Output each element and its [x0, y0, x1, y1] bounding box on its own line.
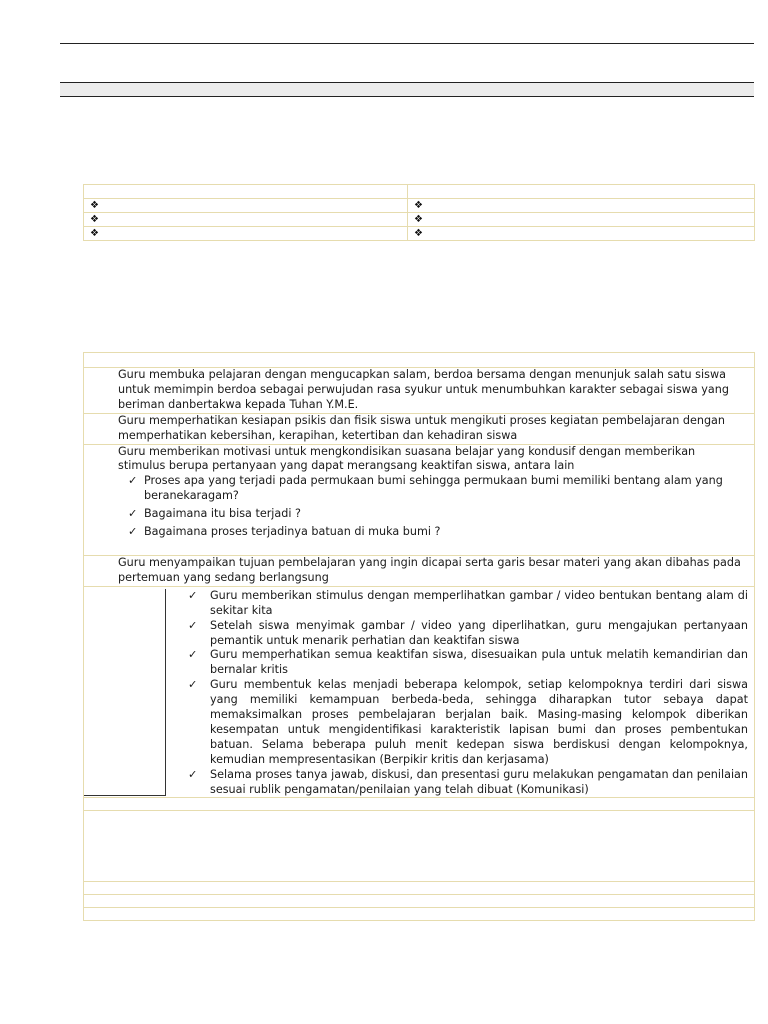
- core-step-list: [188, 589, 748, 798]
- core-right-cell: [166, 589, 754, 798]
- table-cell: [84, 185, 408, 199]
- bullet-diamond-icon: ❖: [414, 213, 423, 225]
- readiness-check: Guru memperhatikan kesiapan psikis dan fisik siswa untuk mengikuti proses kegiatan pembelajaran dengan memperhatikan kebersihan, kerapihan, ketertiban dan kehadiran siswa: [84, 413, 755, 444]
- bullet-diamond-icon: ❖: [90, 213, 99, 225]
- check-icon: ✓: [128, 474, 138, 488]
- core-left-cell: [84, 589, 166, 796]
- table-cell: [408, 199, 755, 213]
- table-row: [84, 368, 755, 414]
- empty-cell: [84, 882, 755, 895]
- header-band: [60, 82, 754, 97]
- table-row: [84, 185, 755, 199]
- check-icon: ✓: [188, 678, 198, 692]
- table-row: [84, 908, 755, 921]
- activities-table: [83, 352, 755, 921]
- check-icon: ✓: [188, 618, 198, 632]
- check-icon: ✓: [128, 525, 138, 539]
- core-activities-cell: [84, 586, 755, 798]
- bullet-diamond-icon: ❖: [414, 199, 423, 211]
- check-icon: ✓: [188, 588, 198, 602]
- list-item: ✓ Guru memberikan stimulus dengan memperlihatkan gambar / video bentukan bentang alam di sekitar kita: [188, 588, 748, 617]
- table-cell: [408, 185, 755, 199]
- table-cell: [408, 227, 755, 241]
- bullet-diamond-icon: ❖: [90, 227, 99, 239]
- empty-cell: [84, 798, 755, 811]
- table-cell: [84, 213, 408, 227]
- empty-cell: [84, 908, 755, 921]
- motivation-cell: [84, 444, 755, 555]
- table-cell: [408, 213, 755, 227]
- table-row: [84, 798, 755, 811]
- table-cell: [84, 227, 408, 241]
- list-item: ✓ Guru memperhatikan semua keaktifan siswa, disesuaikan pula untuk melatih kemandirian dan bernalar kritis: [188, 648, 748, 677]
- objectives-table: [83, 184, 755, 241]
- table-row: [84, 413, 755, 444]
- top-rule: [60, 43, 754, 44]
- list-item: ✓ Setelah siswa menyimak gambar / video yang diperlihatkan, guru mengajukan pertanyaan pemantik untuk menarik perhatian dan keaktifan siswa: [188, 618, 748, 647]
- table-row: [84, 895, 755, 908]
- opening-greeting: Guru membuka pelajaran dengan mengucapkan salam, berdoa bersama dengan menunjuk salah satu siswa untuk memimpin berdoa sebagai perwujudan rasa syukur untuk menumbuhkan karakter sebagai siswa yang beriman danbertakwa kepada Tuhan Y.M.E.: [84, 368, 755, 414]
- list-item: ✓ Bagaimana itu bisa terjadi ?: [128, 507, 301, 521]
- table-row: [84, 199, 755, 213]
- motivation-intro: Guru memberikan motivasi untuk mengkondisikan suasana belajar yang kondusif dengan memberikan stimulus berupa pertanyaan yang dapat merangsang keaktifan siswa, antara lain: [118, 444, 696, 473]
- check-icon: ✓: [188, 767, 198, 781]
- table-cell: [84, 199, 408, 213]
- question-list: [118, 474, 746, 540]
- list-item: ✓ Proses apa yang terjadi pada permukaan bumi sehingga permukaan bumi memiliki bentang alam yang beranekaragam?: [128, 474, 723, 503]
- empty-cell: [84, 811, 755, 882]
- empty-cell: [84, 895, 755, 908]
- objectives-statement: Guru menyampaikan tujuan pembelajaran yang ingin dicapai serta garis besar materi yang akan dibahas pada pertemuan yang sedang berlangsung: [84, 555, 755, 586]
- table-row: [84, 811, 755, 882]
- table-row: [84, 353, 755, 368]
- table-row: [84, 586, 755, 798]
- list-item: ✓ Guru membentuk kelas menjadi beberapa kelompok, setiap kelompoknya terdiri dari siswa yang memiliki kemampuan berbeda-beda, sehingga diharapkan tutor sebaya dapat memaksimalkan proses pembelajaran berjalan baik. Masing-masing kelompok diberikan kesempatan untuk mengidentifikasi karakteristik lapisan bumi dan proses pembentukan batuan. Selama beberapa puluh menit kedepan siswa berdiskusi dengan kelompoknya, kemudian mempresentasikan (Berpikir kritis dan kerjasama): [188, 678, 748, 766]
- bullet-diamond-icon: ❖: [90, 199, 99, 211]
- table-row: [84, 882, 755, 895]
- list-item: ✓ Selama proses tanya jawab, diskusi, dan presentasi guru melakukan pengamatan dan penilaian sesuai rublik pengamatan/penilaian yang telah dibuat (Komunikasi): [188, 767, 748, 796]
- table-row: [84, 213, 755, 227]
- list-item: ✓ Bagaimana proses terjadinya batuan di muka bumi ?: [128, 525, 441, 539]
- bullet-diamond-icon: ❖: [414, 227, 423, 239]
- check-icon: ✓: [128, 507, 138, 521]
- table-row: [84, 444, 755, 555]
- table-row: [84, 227, 755, 241]
- empty-cell: [84, 353, 755, 368]
- table-row: [84, 555, 755, 586]
- check-icon: ✓: [188, 648, 198, 662]
